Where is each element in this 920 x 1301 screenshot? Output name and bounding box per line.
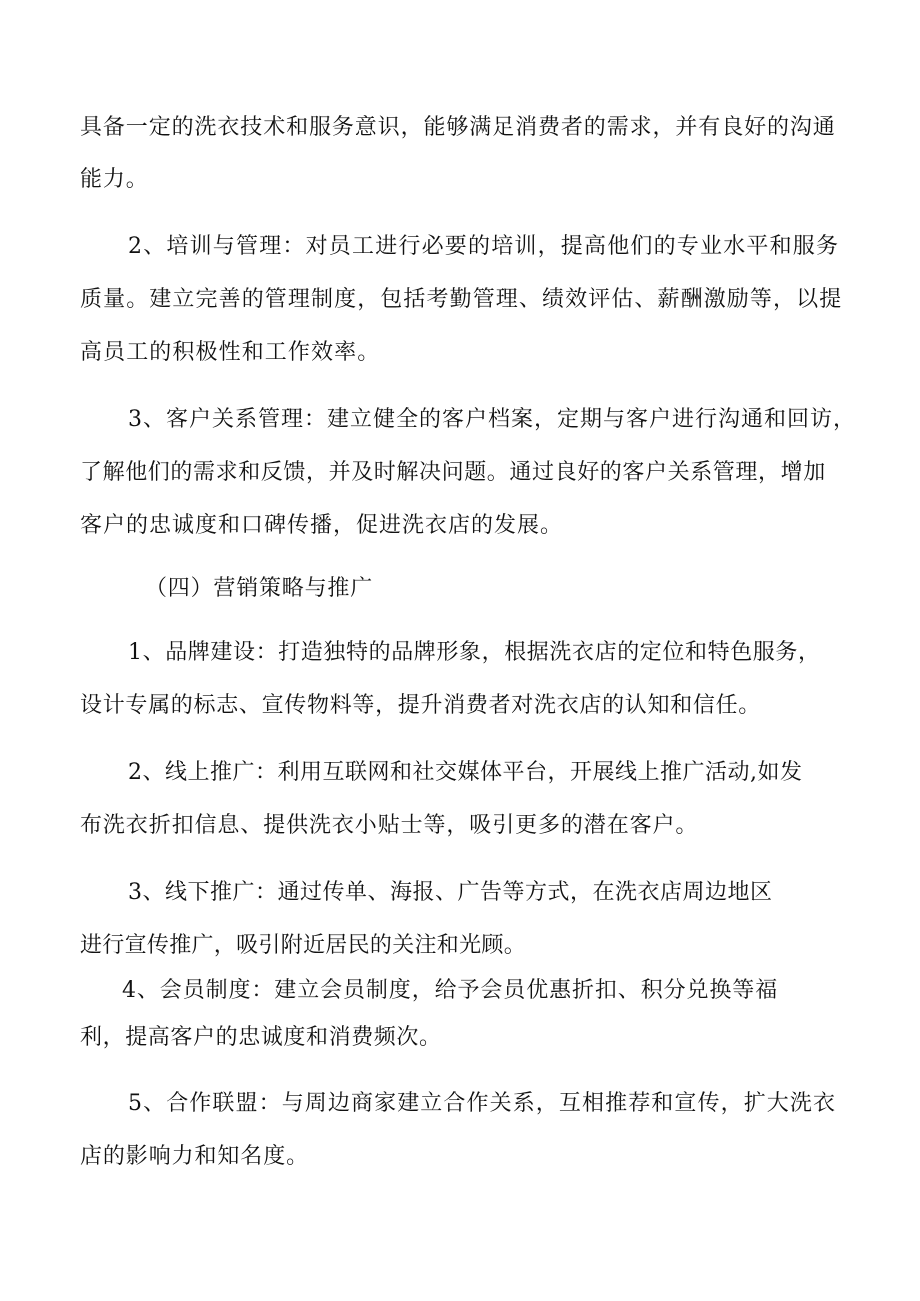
paragraph-staff-skills-line-1: 具备一定的洗衣技术和服务意识，能够满足消费者的需求，并有良好的沟通 (80, 115, 836, 140)
paragraph-membership-line-1: 4、会员制度：建立会员制度，给予会员优惠折扣、积分兑换等福 (122, 978, 779, 1003)
paragraph-alliance-line-1: 5、合作联盟：与周边商家建立合作关系，互相推荐和宣传，扩大洗衣 (128, 1091, 837, 1116)
paragraph-alliance-line-2: 店的影响力和知名度。 (80, 1144, 310, 1169)
paragraph-customer-relations-line-3: 客户的忠诚度和口碑传播，促进洗衣店的发展。 (80, 513, 564, 538)
paragraph-membership-line-2: 利，提高客户的忠诚度和消费频次。 (80, 1025, 442, 1050)
paragraph-online-line-2: 布洗衣折扣信息、提供洗衣小贴士等，吸引更多的潜在客户。 (80, 813, 699, 838)
paragraph-offline-line-1: 3、线下推广：通过传单、海报、广告等方式，在洗衣店周边地区 (128, 880, 773, 905)
paragraph-staff-skills-line-2: 能力。 (80, 167, 149, 192)
paragraph-brand-line-1: 1、品牌建设：打造独特的品牌形象，根据洗衣店的定位和特色服务， (128, 640, 821, 665)
paragraph-training-line-1: 2、培训与管理：对员工进行必要的培训，提高他们的专业水平和服务 (128, 234, 840, 259)
section-heading-marketing: （四）营销策略与推广 (145, 576, 374, 601)
paragraph-online-line-1: 2、线上推广：利用互联网和社交媒体平台，开展线上推广活动,如发 (128, 760, 803, 785)
paragraph-offline-line-2: 进行宣传推广，吸引附近居民的关注和光顾。 (80, 933, 527, 958)
paragraph-training-line-3: 高员工的积极性和工作效率。 (80, 340, 381, 365)
paragraph-customer-relations-line-1: 3、客户关系管理：建立健全的客户档案，定期与客户进行沟通和回访， (128, 407, 856, 432)
paragraph-customer-relations-line-2: 了解他们的需求和反馈，并及时解决问题。通过良好的客户关系管理，增加 (80, 460, 826, 485)
paragraph-brand-line-2: 设计专属的标志、宣传物料等，提升消费者对洗衣店的认知和信任。 (80, 693, 762, 718)
paragraph-training-line-2: 质量。建立完善的管理制度，包括考勤管理、绩效评估、薪酬激励等，以提 (80, 287, 843, 312)
